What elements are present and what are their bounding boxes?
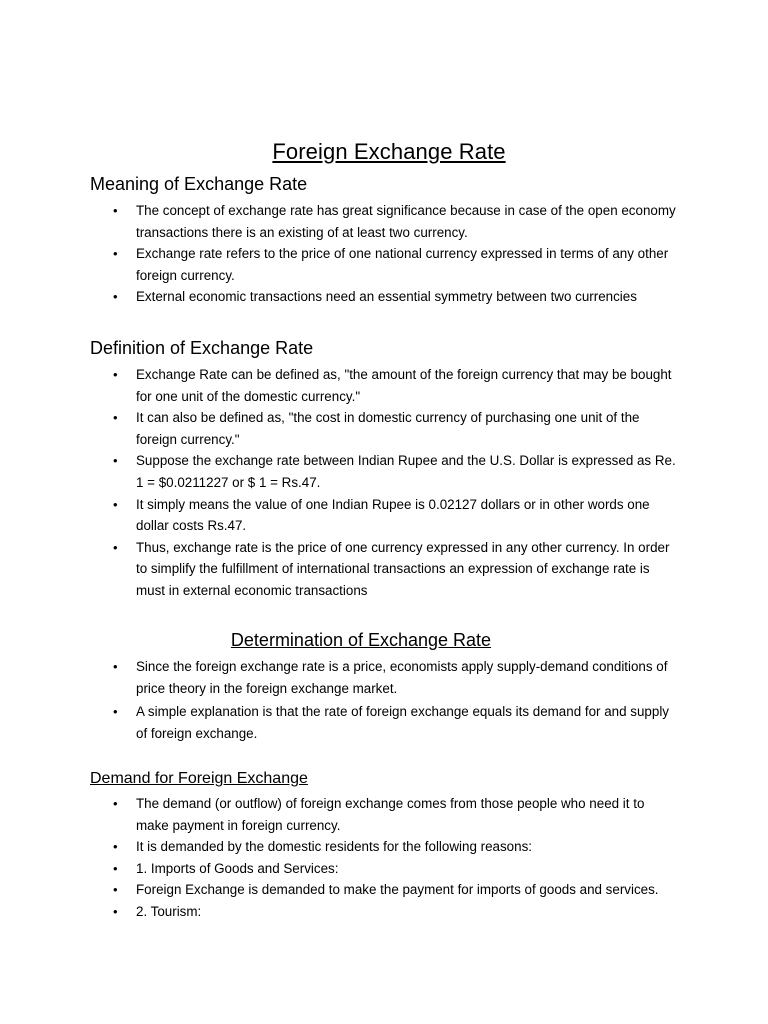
list-item: • It can also be defined as, "the cost in domestic currency of purchasing one unit of the foreign currency." — [0, 407, 676, 450]
bullet-icon: • — [113, 410, 118, 426]
list-determination — [0, 656, 768, 744]
bullet-icon: • — [113, 289, 118, 305]
heading-demand: Demand for Foreign Exchange — [90, 770, 308, 787]
list-item: • A simple explanation is that the rate of foreign exchange equals its demand for and supply of foreign exchange. — [0, 701, 676, 744]
list-demand — [0, 793, 768, 923]
heading-meaning: Meaning of Exchange Rate — [90, 174, 308, 194]
list-item: • 2. Tourism: — [0, 901, 676, 923]
bullet-icon: • — [113, 659, 118, 674]
list-definition — [0, 364, 768, 602]
list-item: • Exchange Rate can be defined as, "the amount of the foreign currency that may be bought for one unit of the domestic currency." — [0, 364, 676, 407]
list-item: • The concept of exchange rate has great significance because in case of the open economy transactions there is an existing of at least two currency. — [0, 200, 676, 243]
list-item: • It simply means the value of one Indian Rupee is 0.02127 dollars or in other words one dollar costs Rs.47. — [0, 494, 676, 537]
bullet-icon: • — [113, 704, 118, 720]
bullet-icon: • — [113, 860, 118, 876]
list-item: • Since the foreign exchange rate is a price, economists apply supply-demand conditions of price theory in the foreign exchange market. — [0, 656, 676, 699]
heading-determination: Determination of Exchange Rate — [230, 630, 492, 650]
bullet-icon: • — [113, 367, 118, 382]
list-meaning — [0, 200, 768, 308]
document-title: Foreign Exchange Rate — [272, 139, 506, 164]
list-item: • It is demanded by the domestic residents for the following reasons: — [0, 836, 676, 858]
list-item: • Thus, exchange rate is the price of one currency expressed in any other currency. In order to simplify the fulfillment of international transactions an expression of exchange rate is must in external economic transactions — [0, 537, 676, 602]
list-item: • 1. Imports of Goods and Services: — [0, 858, 676, 880]
bullet-icon: • — [113, 839, 118, 855]
list-item: • Foreign Exchange is demanded to make the payment for imports of goods and services. — [0, 879, 676, 901]
bullet-icon: • — [113, 539, 118, 555]
bullet-icon: • — [113, 246, 118, 262]
list-item: • Exchange rate refers to the price of one national currency expressed in terms of any other foreign currency. — [0, 243, 676, 286]
list-item: • External economic transactions need an essential symmetry between two currencies — [0, 286, 676, 308]
bullet-icon: • — [113, 203, 118, 218]
list-item: • The demand (or outflow) of foreign exchange comes from those people who need it to make payment in foreign currency. — [0, 793, 676, 836]
bullet-icon: • — [113, 882, 118, 898]
bullet-icon: • — [113, 903, 118, 919]
bullet-icon: • — [113, 796, 118, 811]
bullet-icon: • — [113, 453, 118, 469]
list-item: • Suppose the exchange rate between Indian Rupee and the U.S. Dollar is expressed as Re. 1 = $0.0211227 or $ 1 = Rs.47. — [0, 450, 676, 493]
bullet-icon: • — [113, 496, 118, 512]
heading-definition: Definition of Exchange Rate — [90, 338, 314, 358]
